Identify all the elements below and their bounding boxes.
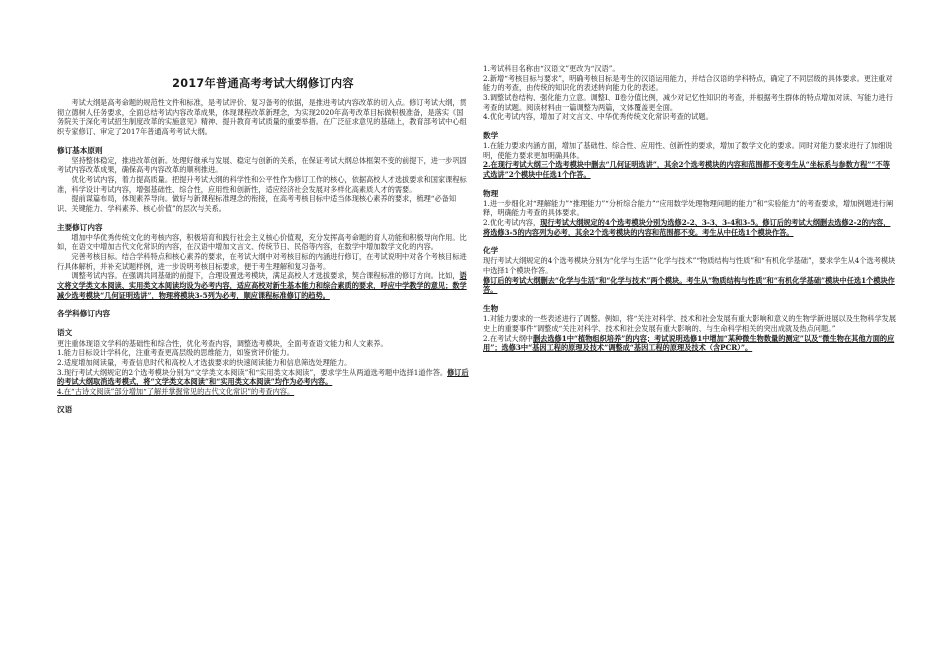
hanyu-item: 1.考试科目名称由“汉语文”更改为“汉语”。	[483, 64, 620, 73]
physics-item-text: 2.优化考试内容，	[483, 218, 541, 228]
math-item-highlight: 2.在现行考试大纲三个选考模块中删去“几何证明选讲”，其余2个选考模块的内容和范围都不变考生从“坐标系与参数方程”“不等式选讲”2个模块中任选1个作答。	[483, 160, 890, 179]
main-changes-heading: 主要修订内容	[57, 222, 103, 232]
biology-item-highlight: 删去选修1中“植物组织培养”的内容；考试说明选修1中增加“某种微生物数量的测定”以及“微生物在其他方面的应用”；选修3中“基因工程的原理及技术”调整成“基因工程的原理及技术（含PCR）”。	[483, 333, 895, 353]
physics-heading: 物理	[483, 188, 499, 198]
left-column	[57, 76, 469, 416]
biology-item-text: 2.在考试大纲中	[483, 333, 533, 343]
chinese-item	[57, 368, 469, 387]
hanyu-heading: 汉语	[57, 405, 73, 415]
chinese-item-text: 3.现行考试大纲规定的2个选考模块分别为“文学类文本阅读”和“实用类文本阅读”，要求学生从两道选考题中选择1道作答。	[57, 367, 448, 377]
math-heading: 数学	[483, 130, 499, 140]
physics-item	[483, 218, 897, 237]
chinese-heading: 语文	[57, 328, 73, 338]
chinese-item	[57, 387, 469, 397]
right-column	[483, 64, 897, 353]
biology-item	[483, 334, 897, 353]
chinese-item-highlight: 修订后的考试大纲取消选考模式，将“文学类文本阅读”和“实用类文本阅读”均作为必考内容。	[57, 367, 469, 387]
principles-heading: 修订基本原则	[57, 145, 103, 155]
hanyu-item: 2.新增“考核目标与要求”，明确考核目标是考生的汉语运用能力，并结合汉语的学科特点，确定了不同层级的具体要求。更注重对能力的考查，由传统的知识化的表述转向能力化的表述。	[483, 73, 893, 93]
math-item: 1.在能力要求内涵方面，增加了基础性、综合性、应用性、创新性的要求，增加了数学文化的要求。同时对能力要求进行了加细说明，使能力要求更加明确具体。	[483, 141, 893, 160]
document-title: 2017年普通高考考试大纲修订内容	[172, 77, 354, 90]
chemistry-highlight: 修订后的考试大纲删去“化学与生活”和“化学与技术”两个模块。考生从“物质结构与性质”和“有机化学基础”模块中任选1个模块作答。	[483, 275, 895, 295]
principle-paragraph: 坚持整体稳定，推进改革创新。处理好继承与发展、稳定与创新的关系，在保证考试大纲总体框架不变的前提下，进一步巩固考试内容改革成果，确保高考内容改革的顺利推进。	[57, 155, 467, 175]
subjects-heading: 各学科修订内容	[57, 309, 111, 319]
hanyu-item: 3.调整试卷结构、强化能力立意。调整Ⅰ、Ⅱ卷分值比例，减少对记忆性知识的考查，并根据考生群体的特点增加对读、写能力进行考查的试题。阅读材料由一篇调整为两篇，文体覆盖更全面。	[483, 92, 893, 112]
change-paragraph	[57, 271, 469, 300]
change-paragraph: 增加中华优秀传统文化的考核内容，积极培育和践行社会主义核心价值观，充分发挥高考命题的育人功能和积极导向作用。比如，在语文中增加古代文化常识的内容，在汉语中增加文言文、传统节日、民俗等内容，在数学中增加数学文化的内容。	[57, 232, 467, 252]
highlighted-change-text: 语文将文学类文本阅读、实用类文本阅读均设为必考内容，适应高校对新生基本能力和综合素质的要求，呼应中学教学的意见；数学减少选考模块“几何证明选讲”，物理将模块3-5列为必考，顺应课程标准修订的趋势。	[57, 271, 467, 300]
intro-paragraph: 考试大纲是高考命题的规范性文件和标准，是考试评价、复习备考的依据，是推进考试内容改革的切入点。修订考试大纲，贯彻立德树人任务要求，全面总结考试内容改革成果，体现课程改革新理念，为实现2020年高考改革目标做积极准备，是落实《国务院关于深化考试招生制度改革的实施意见》精神、提升教育考试质量的重要举措。在广泛征求意见的基础上，教育部考试中心组织专家修订、审定了2017年普通高考考试大纲。	[57, 98, 467, 136]
biology-heading: 生物	[483, 304, 499, 314]
chinese-intro: 更注重体现语文学科的基础性和综合性，优化考查内容，调整选考模块，全面考查语文能力和人文素养。	[57, 338, 388, 348]
principle-paragraph: 优化考试内容，着力提高质量。把提升考试大纲的科学性和公平性作为修订工作的核心，依据高校人才选拔要求和国家课程标准，科学设计考试内容，增强基础性、综合性，应用性和创新性，适应经济社会发展对多样化高素质人才的需要。	[57, 175, 467, 194]
physics-item: 1.进一步细化对“理解能力”“推理能力”“分析综合能力”“应用数学处理物理问题的能力”和“实验能力”的考查要求，增加例题进行阐释，明确能力考查的具体要求。	[483, 198, 894, 218]
chinese-item-underlined: 4.在“古诗文阅读”部分增加“了解并掌握常见的古代文化常识”的考查内容。	[57, 386, 295, 396]
principle-paragraph: 提前谋篇布局，体现素养导向。做好与新课程标准理念的衔接，在高考考核目标中适当体现核心素养的要求，梳理“必备知识、关键能力、学科素养、核心价值”的层次与关系。	[57, 194, 457, 213]
chemistry-text: 现行考试大纲规定的4个选考模块分别为“化学与生活”“化学与技术”“物质结构与性质”和“有机化学基础”，要求学生从4个选考模块中选择1个模块作答。	[483, 256, 896, 276]
biology-item: 1.对能力要求的一些表述进行了调整。例如，将“关注对科学、技术和社会发展有重大影响和意义的生物学新进展以及生物科学发展史上的重要事件”调整成“关注对科学、技术和社会发展有重大影响的、与生命科学相关的突出成就及热点问题。”	[483, 314, 897, 333]
chemistry-heading: 化学	[483, 246, 499, 256]
chinese-item: 1.能力目标设计学科化，注重考查更高层级的思维能力，如鉴赏评价能力。	[57, 348, 294, 358]
hanyu-item: 4.优化考试内容，增加了对文言文、中华优秀传统文化常识考查的试题。	[483, 112, 713, 122]
change-paragraph: 完善考核目标。结合学科特点和核心素养的要求，在考试大纲中对考核目标的内涵进行修订，在考试说明中对各个考核目标进行具体解析，并补充试题样例，进一步说明考核目标要求，便于考生理解和复习备考。	[57, 252, 467, 271]
change-text: 调整考试内容。在强调共同基础的前提下，合理设置选考模块，满足高校人才选拔要求，契合课程标准的修订方向。比如，	[71, 271, 460, 281]
physics-item-highlight: 现行考试大纲规定的4个选考模块分别为选修2-2、3-3、3-4和3-5。修订后的考试大纲删去选修2-2的内容，将选修3-5的内容列为必考，其余2个选考模块的内容和范围都不变。考生从中任选1个模块作答。	[483, 218, 891, 237]
chinese-item: 2.适度增加阅读量，考查信息时代和高校人才选拔要求的快速阅读能力和信息筛选处理能力。	[57, 357, 352, 367]
